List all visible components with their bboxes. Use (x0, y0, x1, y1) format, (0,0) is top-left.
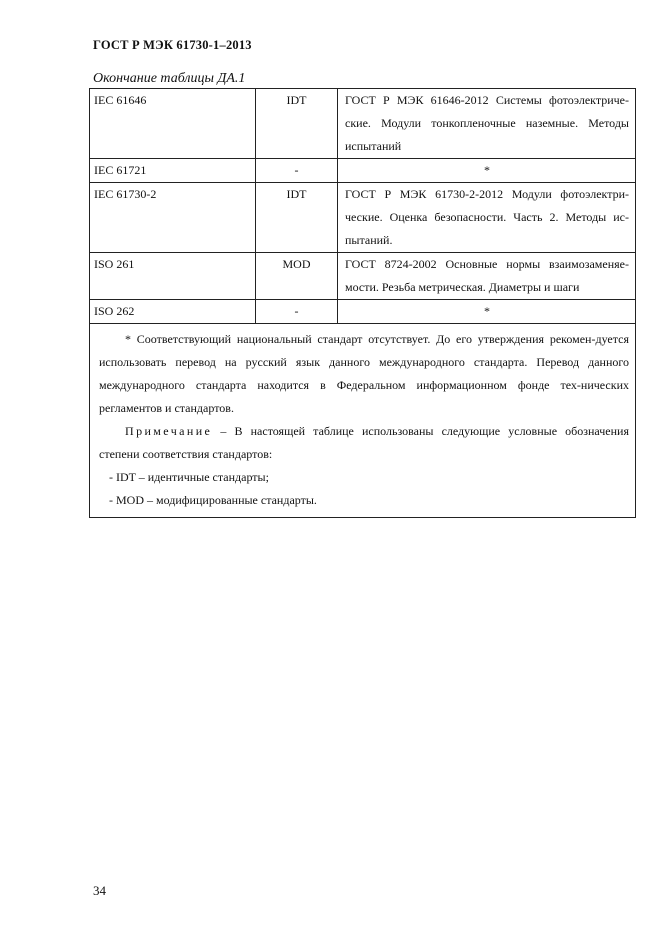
table-row (90, 300, 636, 324)
table-row (90, 89, 636, 159)
standard-cell: ISO 262 (90, 300, 256, 324)
note-list-item: - IDT – идентичные стандарты; (109, 470, 269, 484)
table-footer-cell (90, 324, 636, 518)
standards-table-container (89, 88, 636, 518)
degree-cell: IDT (256, 183, 338, 253)
standard-cell: IEC 61721 (90, 159, 256, 183)
table-caption: Окончание таблицы ДА.1 (93, 71, 246, 86)
standard-cell: IEC 61646 (90, 89, 256, 159)
degree-cell: MOD (256, 253, 338, 300)
page-number: 34 (93, 883, 106, 898)
document-header: ГОСТ Р МЭК 61730-1–2013 (93, 38, 252, 52)
table-row (90, 253, 636, 300)
national-standard-cell: * (338, 300, 636, 324)
degree-cell: - (256, 159, 338, 183)
table-row (90, 159, 636, 183)
national-standard-cell: ГОСТ Р МЭК 61730-2-2012 Модули фотоэлектри-ческие. Оценка безопасности. Часть 2. Методы ис-пытаний. (338, 183, 636, 253)
national-standard-cell: ГОСТ Р МЭК 61646-2012 Системы фотоэлектриче-ские. Модули тонкопленочные наземные. Методы испытаний (338, 89, 636, 159)
note-text: – В настоящей таблице использованы следующие условные обозначения степени соответствия стандартов: (99, 424, 629, 461)
degree-cell: - (256, 300, 338, 324)
standards-table (89, 88, 636, 518)
standard-cell: IEC 61730-2 (90, 183, 256, 253)
national-standard-cell: ГОСТ 8724-2002 Основные нормы взаимозаменяе-мости. Резьба метрическая. Диаметры и шаги (338, 253, 636, 300)
note-label: Примечание (125, 424, 213, 438)
table-row (90, 183, 636, 253)
footnote-text: * Соответствующий национальный стандарт отсутствует. До его утверждения рекомен-дуется использовать перевод на русский язык данного международного стандарта. Перевод данного международного стандарта находится в Федеральном информационном фонде тех-нических регламентов и стандартов. (99, 332, 629, 415)
note-paragraph (99, 420, 629, 466)
national-standard-cell: * (338, 159, 636, 183)
degree-cell: IDT (256, 89, 338, 159)
note-list-item: - MOD – модифицированные стандарты. (109, 493, 317, 507)
standard-cell: ISO 261 (90, 253, 256, 300)
table-footer-row (90, 324, 636, 518)
